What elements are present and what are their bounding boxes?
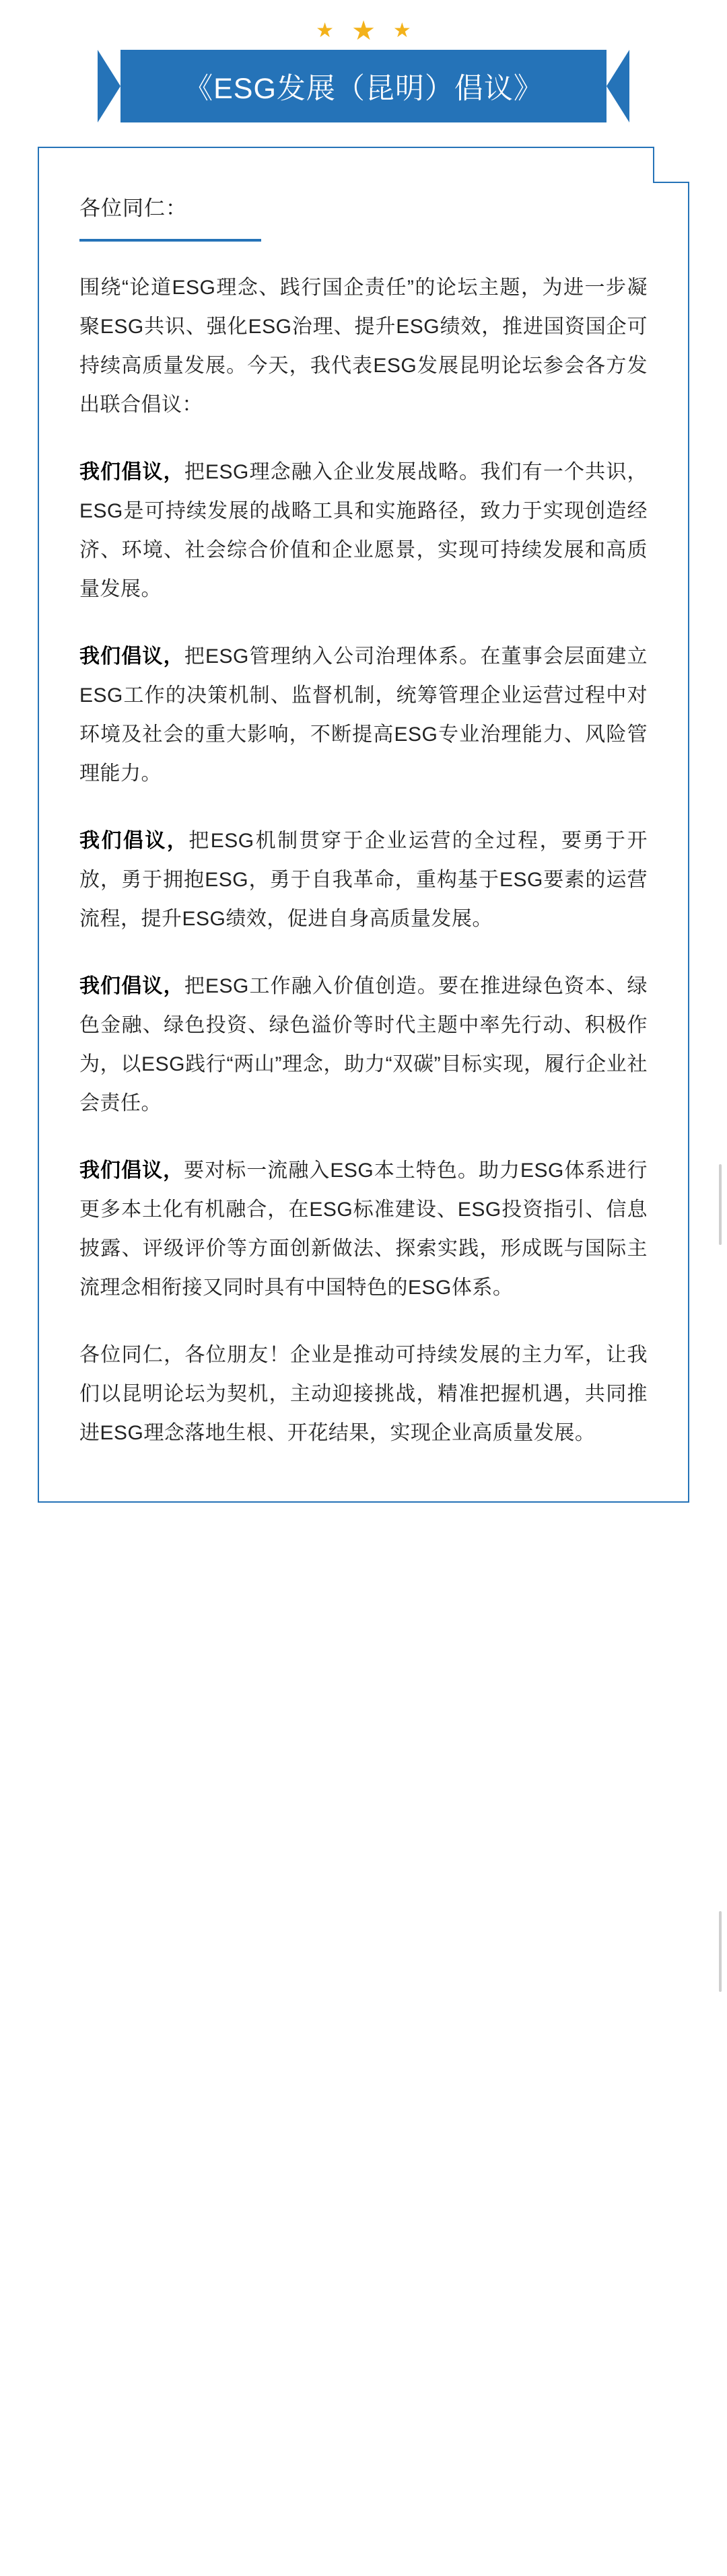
paragraph-lead: 我们倡议，: [79, 461, 184, 483]
salutation: 各位同仁：: [79, 196, 187, 220]
paragraph-text: 把ESG机制贯穿于企业运营的全过程，要勇于开放，勇于拥抱ESG，勇于自我革命，重构基于ESG要素的运营流程，提升ESG绩效，促进自身高质量发展。: [79, 830, 648, 930]
paragraph-text: 把ESG理念融入企业发展战略。我们有一个共识，ESG是可持续发展的战略工具和实施路径，致力于实现创造经济、环境、社会综合价值和企业愿景，实现可持续发展和高质量发展。: [79, 461, 648, 600]
scroll-indicator[interactable]: [719, 1911, 722, 1992]
paragraph: [79, 967, 648, 1123]
page-title: 《ESG发展（昆明）倡议》: [184, 72, 543, 105]
paragraph: [79, 1151, 648, 1308]
paragraph: [79, 269, 648, 425]
star-decoration: [316, 17, 411, 44]
star-icon: ★: [316, 20, 335, 42]
title-ribbon: [98, 50, 629, 122]
paragraph-lead: 我们倡议，: [79, 1159, 184, 1182]
paragraph-text: 把ESG管理纳入公司治理体系。在董事会层面建立ESG工作的决策机制、监督机制，统筹管理企业运营过程中对环境及社会的重大影响，不断提高ESG专业治理能力、风险管理能力。: [79, 645, 648, 785]
folded-corner-decoration: [653, 147, 689, 183]
paragraph-text: 把ESG工作融入价值创造。要在推进绿色资本、绿色金融、绿色投资、绿色溢价等时代主题中率先行动、积极作为，以ESG践行“两山”理念，助力“双碳”目标实现，履行企业社会责任。: [79, 975, 648, 1114]
paragraph-text: 围绕“论道ESG理念、践行国企责任”的论坛主题，为进一步凝聚ESG共识、强化ESG治理、提升ESG绩效，推进国资国企可持续高质量发展。今天，我代表ESG发展昆明论坛参会各方发出联合倡议：: [79, 277, 648, 416]
divider: [79, 239, 261, 242]
paragraph-lead: 我们倡议，: [79, 830, 189, 852]
paragraph: [79, 453, 648, 609]
paragraph: [79, 1336, 648, 1453]
document-card: [38, 147, 689, 1503]
document-card-area: [38, 147, 689, 1503]
paragraph: [79, 637, 648, 793]
header-banner: [0, 0, 727, 122]
scroll-indicator[interactable]: [719, 1164, 722, 1245]
paragraph-lead: 我们倡议，: [79, 975, 184, 997]
star-icon: ★: [392, 20, 411, 42]
paragraph-lead: 我们倡议，: [79, 645, 184, 668]
paragraph: [79, 822, 648, 939]
paragraph-text: 要对标一流融入ESG本土特色。助力ESG体系进行更多本土化有机融合，在ESG标准建设、ESG投资指引、信息披露、评级评价等方面创新做法、探索实践，形成既与国际主流理念相衔接又同时具有中国特色的ESG体系。: [79, 1159, 648, 1299]
paragraph-text: 各位同仁，各位朋友！企业是推动可持续发展的主力军，让我们以昆明论坛为契机，主动迎接挑战，精准把握机遇，共同推进ESG理念落地生根、开花结果，实现企业高质量发展。: [79, 1344, 648, 1444]
star-icon: ★: [351, 16, 376, 46]
